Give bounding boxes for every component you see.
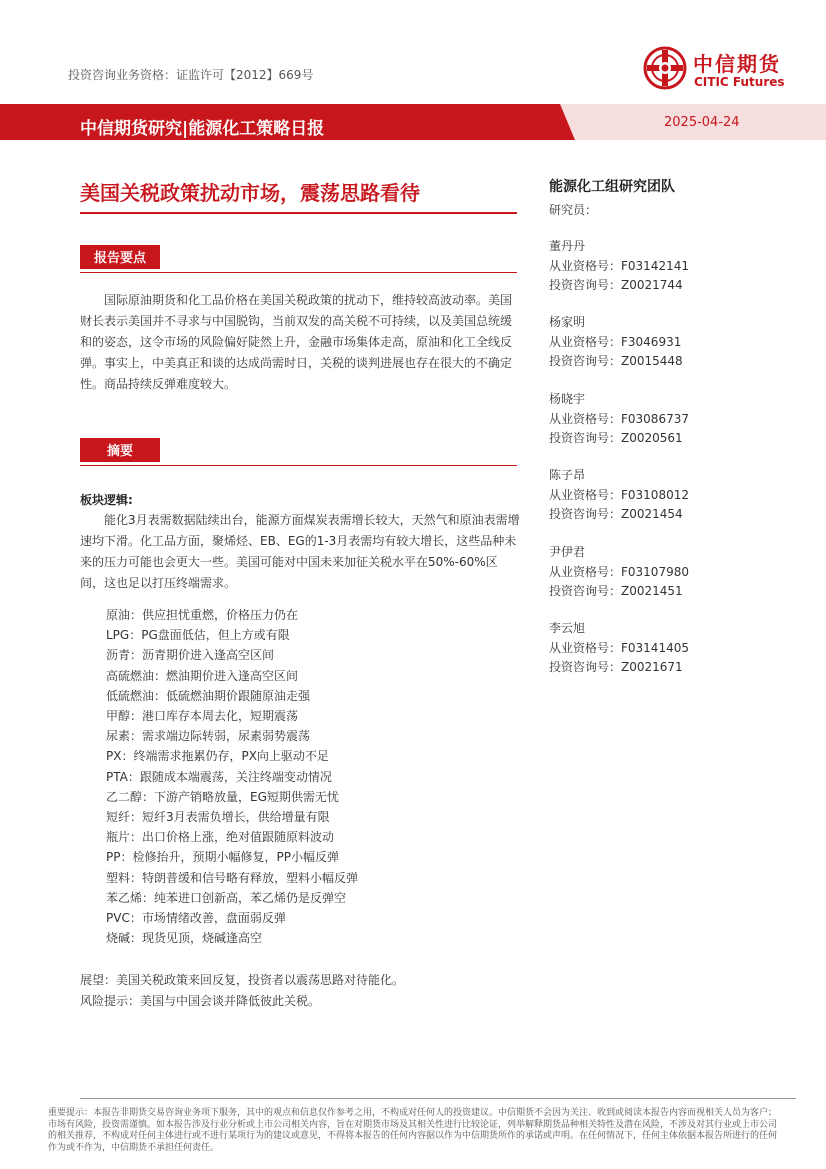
highlights-paragraph: 国际原油期货和化工品价格在美国关税政策的扰动下，维持较高波动率。美国财长表示美国并不寻求与中国脱钩，当前双发的高关税不可持续，以及美国总统缓和的姿态，这令市场的风险偏好陡然上升，金融市场集体走高，原油和化工全线反弹。事实上，中美真正和谈的达成尚需时日，关税的谈判进展也存在很大的不确定性。商品持续反弹难度较大。 — [80, 293, 513, 391]
analyst-name: 陈子昂 — [549, 468, 586, 482]
list-item: PP：检修抬升，预期小幅修复，PP小幅反弹 — [106, 850, 339, 865]
analyst-cert: 从业资格号：F03108012 — [549, 487, 689, 502]
analyst-entry — [549, 237, 689, 296]
analyst-entry — [549, 390, 689, 449]
title-divider — [80, 212, 517, 214]
list-item: PX：终端需求拖累仍存，PX向上驱动不足 — [106, 749, 329, 764]
list-item: 原油：供应担忧重燃，价格压力仍在 — [106, 608, 299, 622]
list-item: 低硫燃油：低硫燃油期价跟随原油走强 — [106, 688, 311, 703]
list-item: 乙二醇：下游产销略放量，EG短期供需无忧 — [106, 789, 339, 804]
footer-disclaimer: 重要提示：本报告非期货交易咨询业务项下服务，其中的观点和信息仅作参考之用，不构成对任何人的投资建议。中信期货不会因为关注、收到或阅读本报告内容而视相关人员为客户；市场有风险，投资需谨慎。如本报告涉及行业分析或上市公司相关内容，旨在对期货市场及其相关性进行比较论证，列举解释期货品种相关特性及潜在风险，不涉及对其行业或上市公司的相关推荐，不构成对任何主体进行或不进行某项行为的建议或意见，不得将本报告的任何内容据以作为中信期货所作的承诺或声明。在任何情况下，任何主体依据本报告所进行的任何作为或不作为，中信期货不承担任何责任。 — [48, 1108, 778, 1153]
company-logo — [643, 46, 808, 92]
list-item: 烧碱：现货见顶，烧碱逢高空 — [106, 931, 263, 946]
risk-warning-text: 风险提示：美国与中国会谈并降低彼此关税。 — [80, 994, 321, 1008]
list-item: 甲醇：港口库存本周去化，短期震荡 — [106, 709, 299, 724]
outlook-text: 展望：美国关税政策来回反复，投资者以震荡思路对待能化。 — [80, 973, 405, 987]
list-item: 尿素：需求端边际转弱，尿素弱势震荡 — [106, 729, 311, 744]
page-title: 美国关税政策扰动市场，震荡思路看待 — [80, 181, 420, 205]
analyst-entry — [549, 619, 689, 678]
analyst-name: 杨晓宇 — [549, 392, 586, 406]
logo-english-name: CITIC Futures — [694, 75, 785, 89]
logo-chinese-name: 中信期货 — [693, 52, 781, 76]
section-label: 摘要 — [106, 444, 133, 459]
analyst-consult: 投资咨询号：Z0021671 — [549, 660, 683, 674]
analyst-name: 董丹丹 — [549, 239, 586, 253]
analyst-name: 尹伊君 — [549, 545, 586, 559]
product-outlook-list — [106, 605, 526, 948]
footer-divider — [80, 1098, 796, 1099]
list-item: 高硫燃油：燃油期价进入逢高空区间 — [106, 668, 299, 683]
section-label: 报告要点 — [93, 251, 146, 266]
analyst-cert: 从业资格号：F03142141 — [549, 258, 689, 273]
section-header-highlights — [80, 245, 517, 269]
list-item: 苯乙烯：纯苯进口创新高，苯乙烯仍是反弹空 — [106, 890, 347, 905]
citic-emblem-icon — [643, 46, 687, 90]
analyst-consult: 投资咨询号：Z0021451 — [549, 584, 683, 598]
list-item: LPG：PG盘面低估，但上方或有限 — [106, 628, 290, 643]
analyst-cert: 从业资格号：F03086737 — [549, 411, 689, 426]
analyst-cert: 从业资格号：F3046931 — [549, 334, 682, 349]
list-item: 沥青：沥青期价进入逢高空区间 — [106, 648, 275, 663]
section-header-summary — [80, 438, 517, 462]
report-date: 2025-04-24 — [664, 115, 740, 130]
researcher-label: 研究员： — [549, 203, 598, 217]
analyst-consult: 投资咨询号：Z0021744 — [549, 278, 683, 292]
analyst-entry — [549, 543, 689, 602]
list-item: 短纤：短纤3月表需负增长，供给增量有限 — [106, 810, 330, 825]
team-title: 能源化工组研究团队 — [549, 179, 675, 195]
logic-paragraph: 能化3月表需数据陆续出台，能源方面煤炭表需增长较大，天然气和原油表需增速均下滑。化工品方面，聚烯烃、EB、EG的1-3月表需均有较大增长，这些品种未来的压力可能也会更大一些。美国可能对中国未来加征关税水平在50%-60%区间，这也足以打压终端需求。 — [80, 513, 520, 590]
list-item: PTA：跟随成本端震荡，关注终端变动情况 — [106, 769, 332, 784]
analyst-cert: 从业资格号：F03141405 — [549, 640, 689, 655]
list-item: 瓶片：出口价格上涨，绝对值跟随原料波动 — [106, 830, 335, 845]
analyst-consult: 投资咨询号：Z0020561 — [549, 431, 683, 445]
list-item: 塑料：特朗普缓和信号略有释放，塑料小幅反弹 — [106, 870, 359, 885]
analyst-name: 杨家明 — [549, 315, 586, 329]
analyst-consult: 投资咨询号：Z0015448 — [549, 354, 683, 368]
analyst-entry — [549, 313, 683, 372]
analyst-consult: 投资咨询号：Z0021454 — [549, 507, 683, 521]
banner-title: 中信期货研究|能源化工策略日报 — [80, 119, 325, 139]
analyst-cert: 从业资格号：F03107980 — [549, 564, 689, 579]
analyst-entry — [549, 466, 689, 525]
logic-heading: 板块逻辑: — [80, 493, 133, 507]
list-item: PVC：市场情绪改善，盘面弱反弹 — [106, 911, 286, 926]
analyst-name: 李云旭 — [549, 621, 586, 635]
license-text: 投资咨询业务资格：证监许可【2012】669号 — [68, 68, 314, 82]
